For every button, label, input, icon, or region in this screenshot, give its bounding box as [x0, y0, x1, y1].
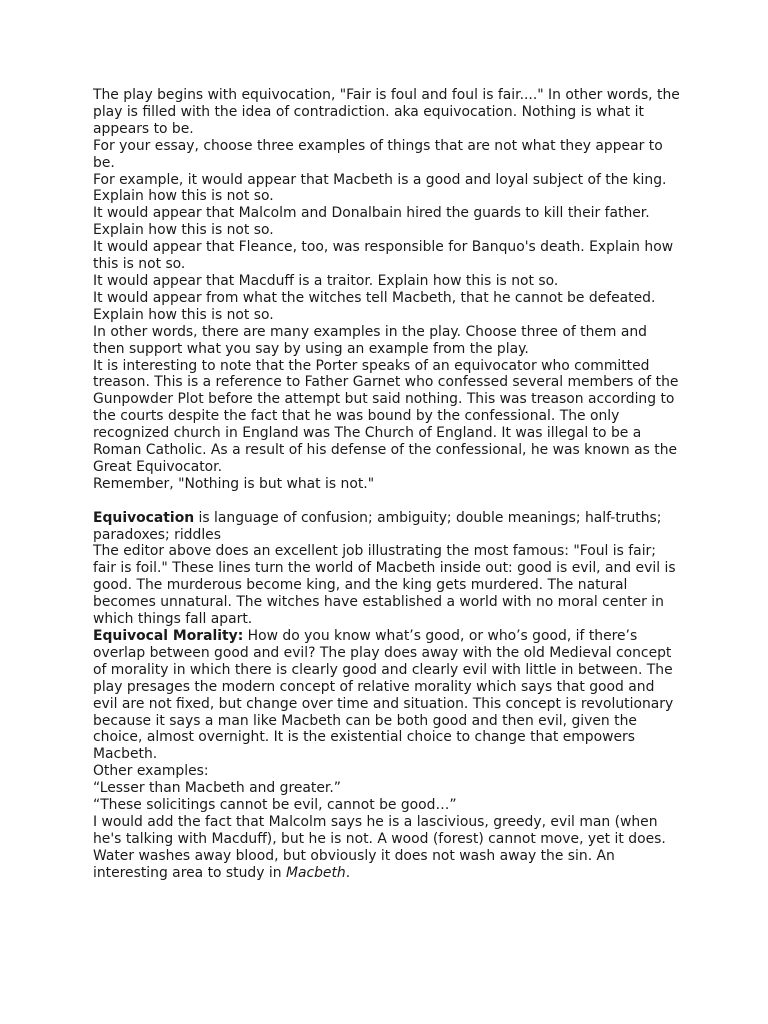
equivocation-text: is language of confusion; ambiguity; double meanings; half-truths; paradoxes; riddles [93, 509, 662, 543]
document-page [93, 87, 683, 882]
quote-lesser: “Lesser than Macbeth and greater.” [93, 780, 341, 797]
quote-solicitings: “These solicitings cannot be evil, cannot be good…” [93, 797, 457, 814]
paragraph-spacer [93, 493, 683, 510]
equivocation-term: Equivocation [93, 509, 195, 526]
closing-paragraph [93, 814, 683, 882]
equivocal-morality-paragraph [93, 628, 683, 763]
example-macbeth: For example, it would appear that Macbeth is a good and loyal subject of the king. Explain how this is not so. [93, 171, 667, 205]
equivocation-definition [93, 510, 683, 544]
example-witches: It would appear from what the witches tell Macbeth, that he cannot be defeated. Explain how this is not so. [93, 289, 656, 323]
other-examples-label: Other examples: [93, 763, 209, 780]
remember-line: Remember, "Nothing is but what is not." [93, 475, 375, 492]
closing-end: . [345, 864, 351, 881]
porter-paragraph: It is interesting to note that the Porter speaks of an equivocator who committed treason. This is a reference to Father Garnet who confessed several members of the Gunpowder Plot before the attempt but said nothing. This was treason according to the courts despite the fact that he was bound by the confessional. The only recognized church in England was The Church of England. It was illegal to be a Roman Catholic. As a result of his defense of the confessional, he was known as the Great Equivocator. [93, 357, 679, 475]
example-malcolm-donalbain: It would appear that Malcolm and Donalbain hired the guards to kill their father. Explain how this is not so. [93, 205, 650, 239]
equivocal-morality-term: Equivocal Morality: [93, 627, 244, 644]
choose-three-paragraph: In other words, there are many examples in the play. Choose three of them and then support what you say by using an example from the play. [93, 323, 648, 357]
closing-text: I would add the fact that Malcolm says he is a lascivious, greedy, evil man (when he's talking with Macduff), but he is not. A wood (forest) cannot move, yet it does. Water washes away blood, but obviously it does not wash away the sin. An interesting area to study in [93, 813, 666, 881]
closing-title: Macbeth [285, 864, 346, 881]
intro-paragraph: The play begins with equivocation, "Fair is foul and foul is fair...." In other words, the play is filled with the idea of contradiction. aka equivocation. Nothing is what it appears to be. [93, 87, 680, 137]
equivocal-morality-text: How do you know what’s good, or who’s good, if there’s overlap between good and evil? The play does away with the old Medieval concept of morality in which there is clearly good and clearly evil with little in between. The play presages the modern concept of relative morality which says that good and evil are not fixed, but change over time and situation. This concept is revolutionary because it says a man like Macbeth can be both good and then evil, given the choice, almost overnight. It is the existential choice to change that empowers Macbeth. [93, 627, 674, 763]
example-fleance: It would appear that Fleance, too, was responsible for Banquo's death. Explain how this is not so. [93, 239, 674, 273]
essay-instruction: For your essay, choose three examples of things that are not what they appear to be. [93, 137, 663, 171]
example-macduff: It would appear that Macduff is a traitor. Explain how this is not so. [93, 272, 559, 289]
editor-paragraph: The editor above does an excellent job illustrating the most famous: "Foul is fair; fair is foil." These lines turn the world of Macbeth inside out: good is evil, and evil is good. The murderous become king, and the king gets murdered. The natural becomes unnatural. The witches have established a world with no moral center in which things fall apart. [93, 543, 676, 628]
